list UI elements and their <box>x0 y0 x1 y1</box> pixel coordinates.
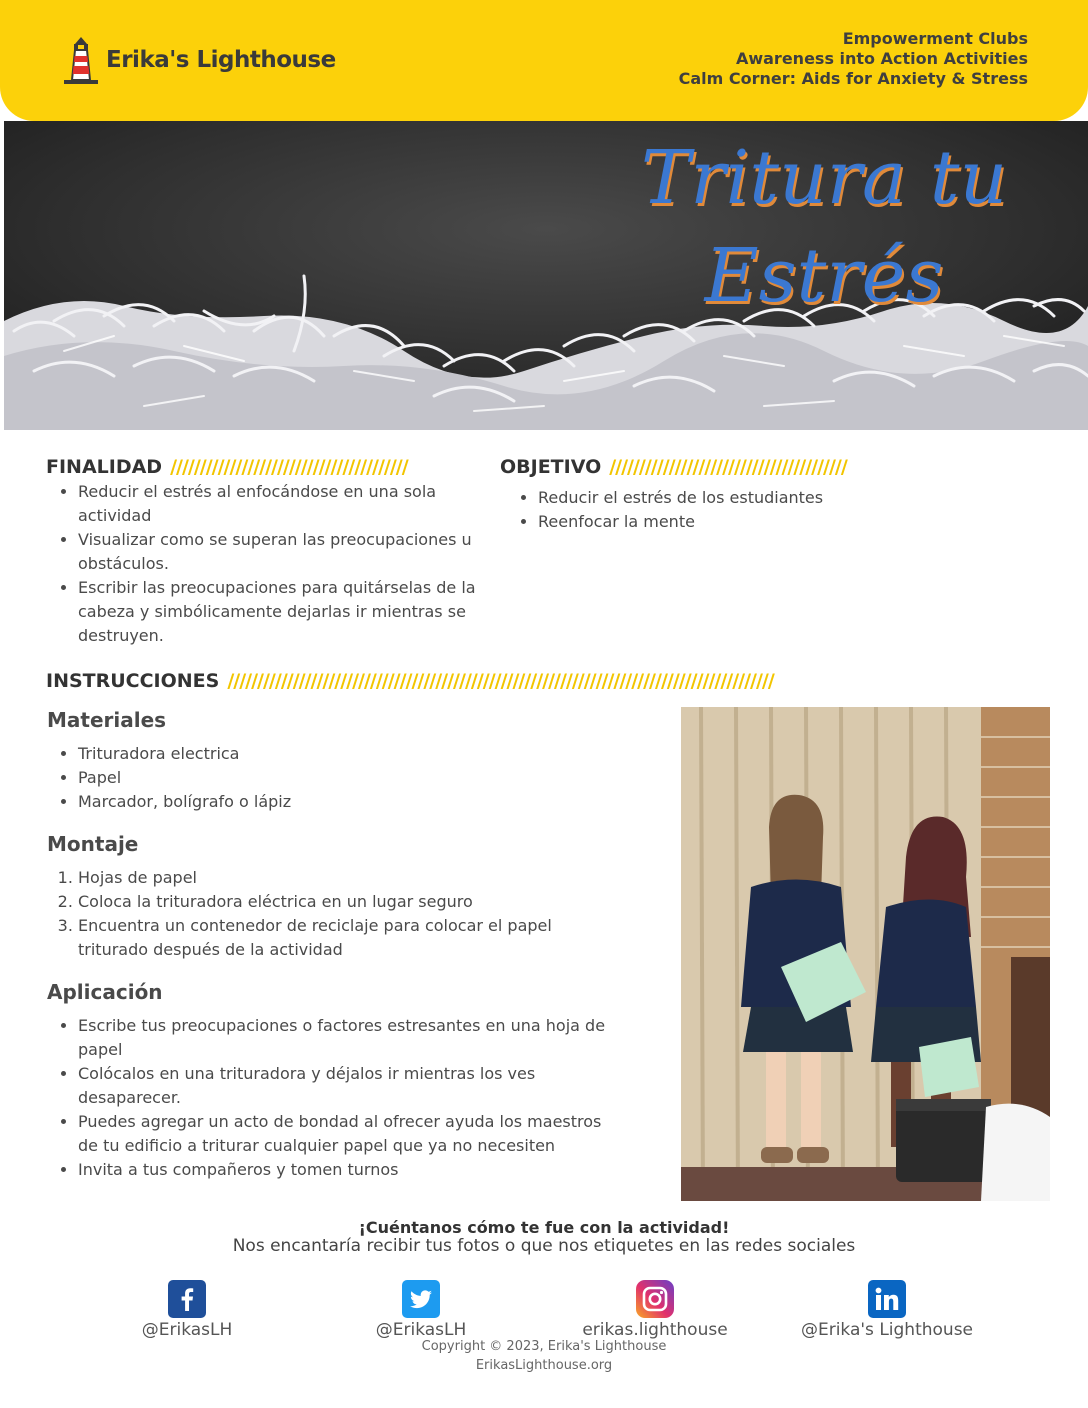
twitter-icon <box>402 1280 440 1318</box>
aplicacion-heading: Aplicación <box>47 980 163 1004</box>
list-item: • Colócalos en una trituradora y déjalos ir mientras los ves desaparecer. <box>78 1062 617 1110</box>
list-item: • Trituradora electrica <box>78 742 627 766</box>
instagram-icon <box>636 1280 674 1318</box>
list-item: • Papel <box>78 766 627 790</box>
header-banner <box>0 0 1088 121</box>
aplicacion-list <box>47 1014 617 1182</box>
finalidad-list <box>47 480 477 648</box>
objetivo-list <box>507 486 1027 534</box>
lighthouse-icon <box>62 34 100 86</box>
list-item: • Reenfocar la mente <box>538 510 1027 534</box>
instrucciones-heading-text: INSTRUCCIONES <box>46 670 220 692</box>
social-facebook[interactable] <box>77 1280 297 1340</box>
footer-cta-title: ¡Cuéntanos cómo te fue con la actividad! <box>358 1218 730 1237</box>
montaje-heading: Montaje <box>47 832 139 856</box>
social-instagram[interactable] <box>545 1280 765 1340</box>
finalidad-heading <box>46 456 408 478</box>
header-line-calm-corner: Calm Corner: Aids for Anxiety & Stress <box>678 69 1028 88</box>
footer-cta-subtitle: Nos encantaría recibir tus fotos o que nos etiquetes en las redes sociales <box>232 1236 856 1256</box>
hero-title-line-2: Estrés <box>704 233 944 319</box>
header-line-activities: Awareness into Action Activities <box>735 49 1028 68</box>
header-line-clubs: Empowerment Clubs <box>842 29 1028 48</box>
logo[interactable] <box>62 34 336 86</box>
copyright-text: Copyright © 2023, Erika's Lighthouse <box>421 1339 667 1354</box>
hero-title-line-1: Tritura tu <box>640 135 1008 221</box>
hero-image <box>4 121 1088 430</box>
linkedin-icon <box>868 1280 906 1318</box>
list-item: • Escribe tus preocupaciones o factores estresantes en una hoja de papel <box>78 1014 617 1062</box>
list-item: • Invita a tus compañeros y tomen turnos <box>78 1158 617 1182</box>
list-item: • Escribir las preocupaciones para quitárselas de la cabeza y simbólicamente dejarlas ir mientras se destruyen. <box>78 576 477 648</box>
materiales-list <box>47 742 627 814</box>
montaje-list <box>47 866 587 962</box>
facebook-handle: @ErikasLH <box>141 1320 233 1340</box>
objetivo-divider: //////////////////////////////////////// <box>609 456 847 478</box>
finalidad-divider: //////////////////////////////////////// <box>170 456 408 478</box>
twitter-handle: @ErikasLH <box>375 1320 467 1340</box>
materiales-heading: Materiales <box>47 708 167 732</box>
linkedin-handle: @Erika's Lighthouse <box>800 1320 974 1340</box>
list-item: • Reducir el estrés de los estudiantes <box>538 486 1027 510</box>
facebook-icon <box>168 1280 206 1318</box>
instrucciones-heading <box>46 670 774 692</box>
objetivo-heading <box>500 456 847 478</box>
list-item: • Marcador, bolígrafo o lápiz <box>78 790 627 814</box>
list-item: • Visualizar como se superan las preocupaciones u obstáculos. <box>78 528 477 576</box>
social-linkedin[interactable] <box>777 1280 997 1340</box>
hero-title <box>624 129 1024 325</box>
list-item: • Reducir el estrés al enfocándose en una sola actividad <box>78 480 477 528</box>
students-shredding-photo-illustration <box>681 707 1050 1201</box>
header-subtitles <box>679 29 1028 89</box>
list-item: 2. Coloca la trituradora eléctrica en un lugar seguro <box>78 890 587 914</box>
instrucciones-divider: //////////////////////////////////////////////////////////////////////////////////////////// <box>227 670 774 692</box>
list-item: 1. Hojas de papel <box>78 866 587 890</box>
finalidad-heading-text: FINALIDAD <box>46 456 163 478</box>
activity-photo <box>681 707 1050 1201</box>
logo-text: Erika's Lighthouse <box>106 47 336 73</box>
objetivo-heading-text: OBJETIVO <box>500 456 602 478</box>
instagram-handle: erikas.lighthouse <box>582 1320 728 1340</box>
website-link[interactable]: ErikasLighthouse.org <box>475 1358 613 1373</box>
list-item: 3. Encuentra un contenedor de reciclaje para colocar el papel triturado después de la actividad <box>78 914 587 962</box>
social-twitter[interactable] <box>311 1280 531 1340</box>
list-item: • Puedes agregar un acto de bondad al ofrecer ayuda los maestros de tu edificio a triturar cualquier papel que ya no necesiten <box>78 1110 617 1158</box>
